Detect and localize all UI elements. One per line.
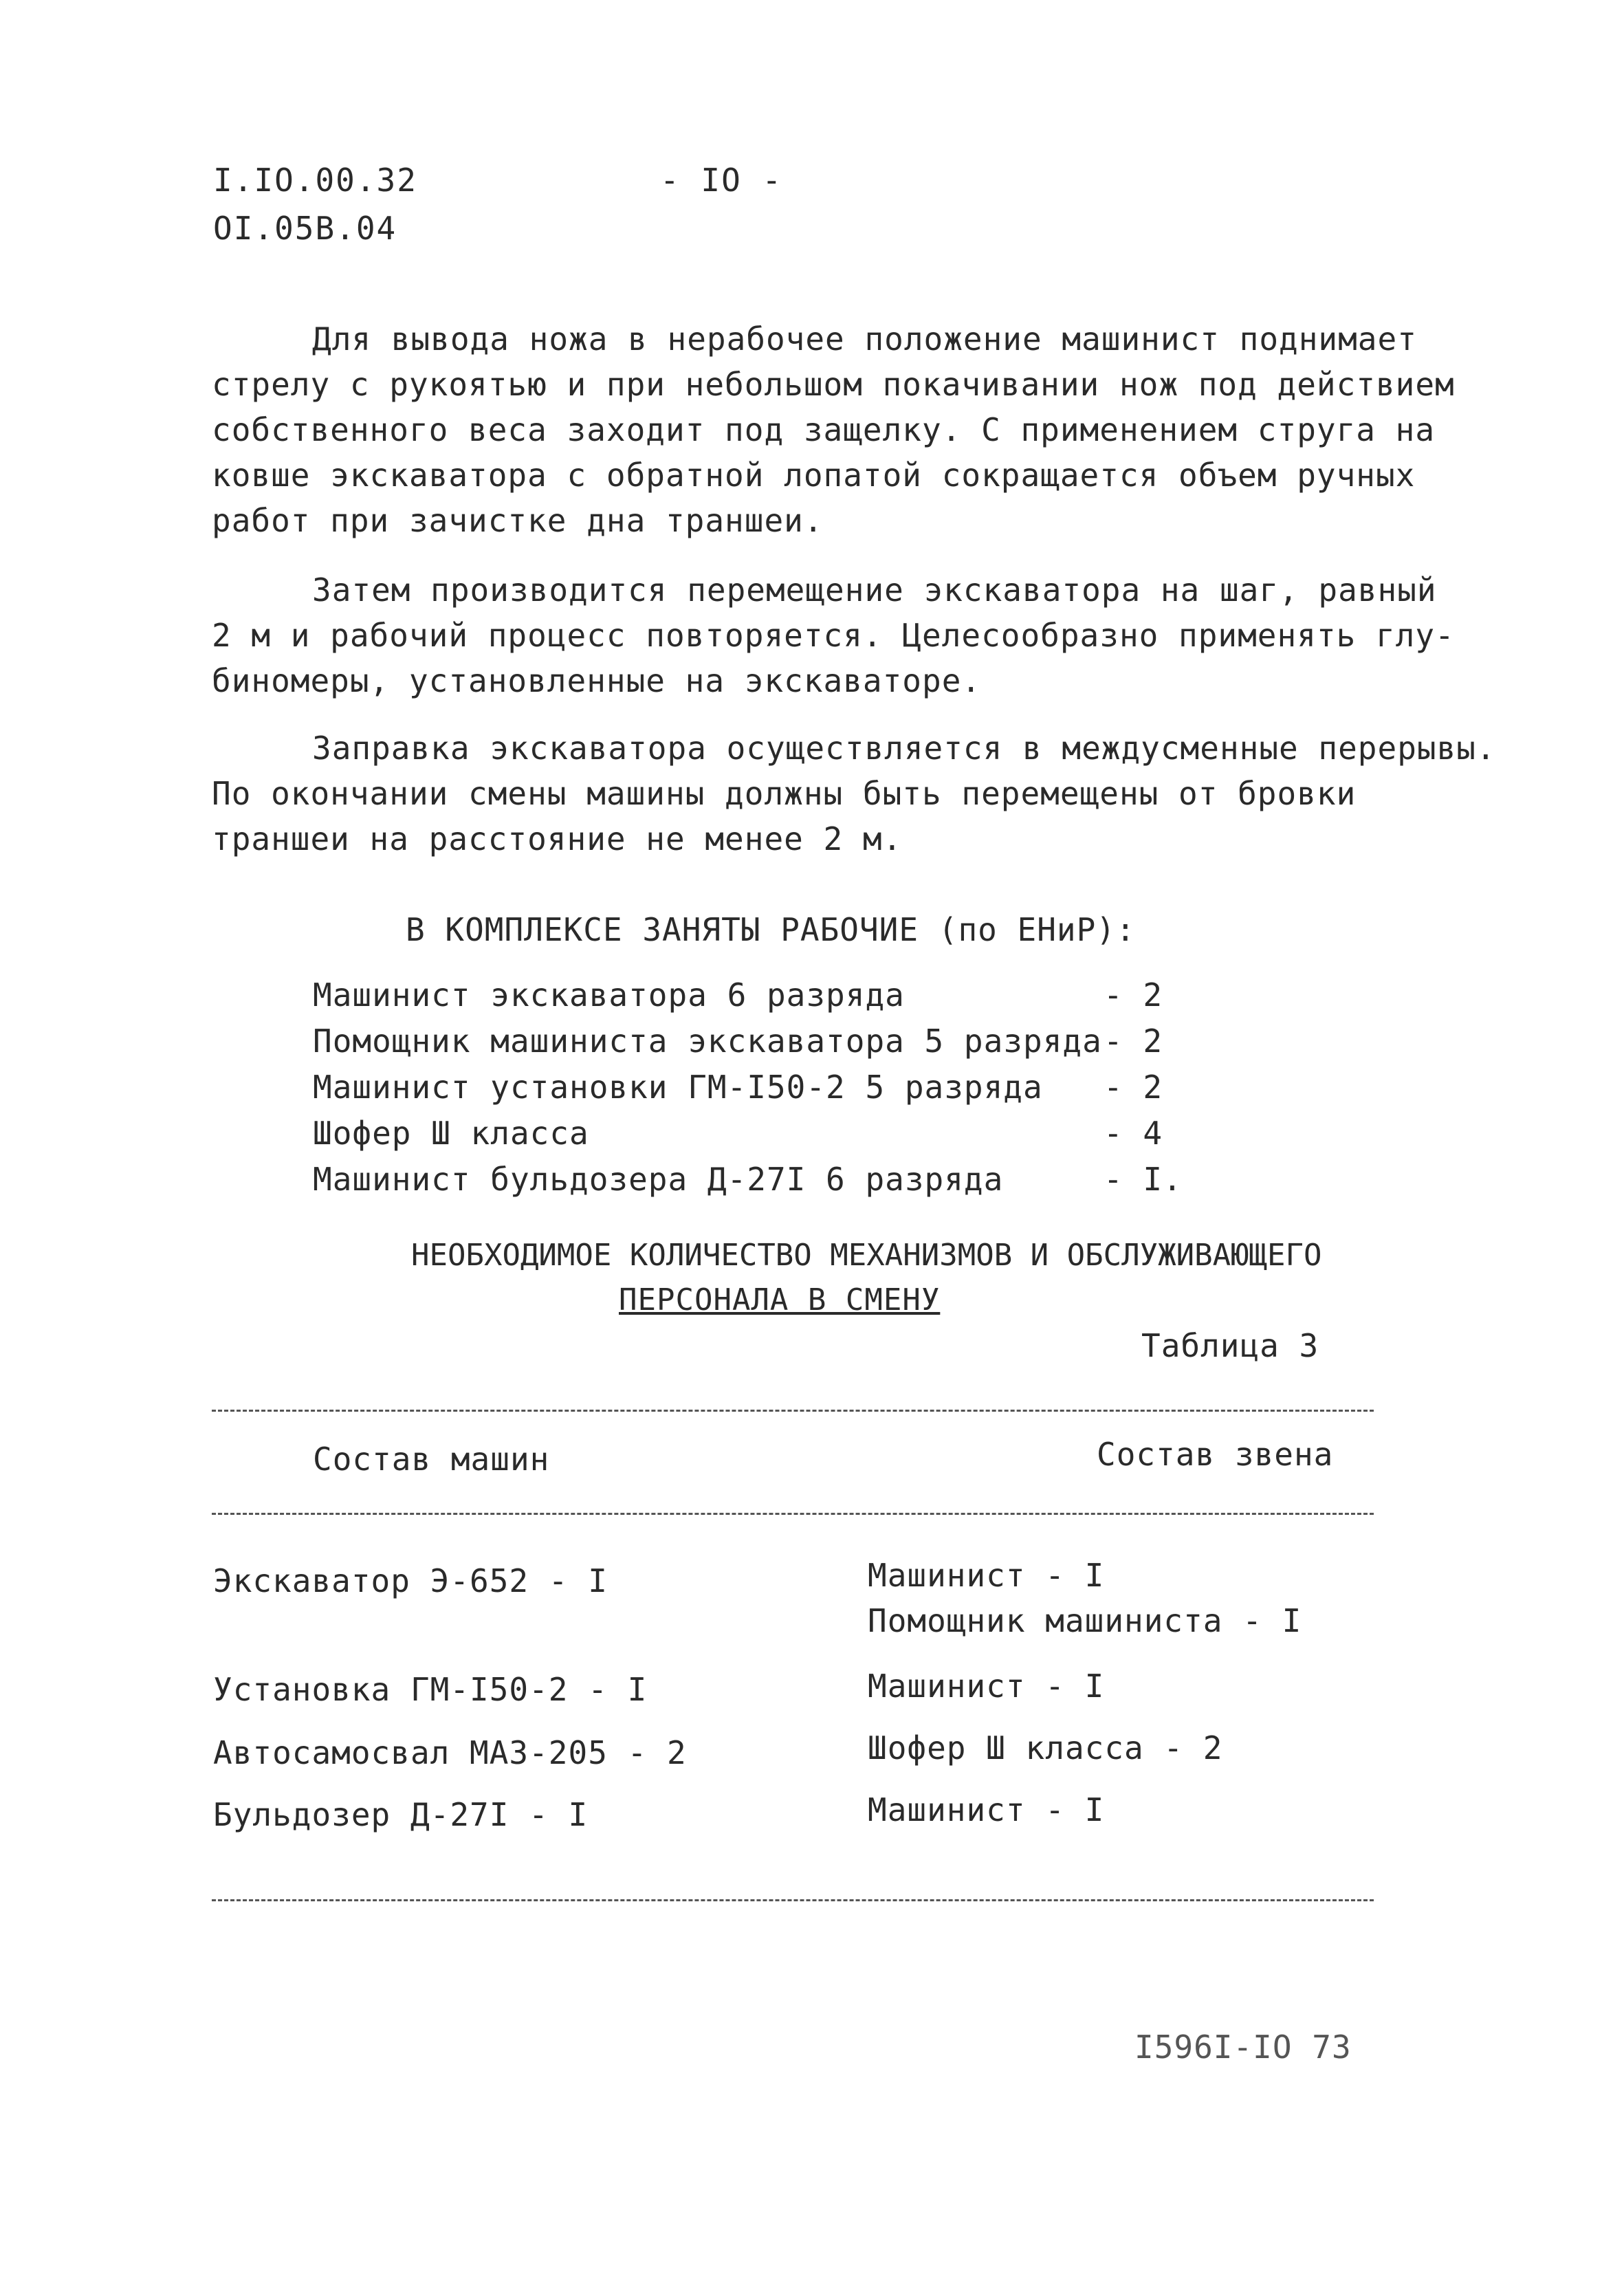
column-header-crew: Состав звена bbox=[1097, 1436, 1334, 1473]
paragraph-2 bbox=[212, 567, 1491, 703]
worker-label: Машинист установки ГМ-I50-2 5 разряда bbox=[313, 1069, 1043, 1106]
paragraph-line: Заправка экскаватора осуществляется в междусменные перерывы. bbox=[312, 730, 1496, 767]
paragraph-line: работ при зачистке дна траншеи. bbox=[212, 502, 824, 539]
table-cell-machine: Автосамосвал МАЗ-205 - 2 bbox=[213, 1734, 687, 1771]
paragraph-1 bbox=[212, 316, 1491, 543]
table-header-rule bbox=[212, 1513, 1374, 1515]
table-cell-machine: Установка ГМ-I50-2 - I bbox=[213, 1671, 648, 1708]
worker-label: Помощник машиниста экскаватора 5 разряда bbox=[313, 1023, 1102, 1060]
worker-count: - 4 bbox=[1104, 1115, 1163, 1152]
table-label: Таблица 3 bbox=[1141, 1327, 1319, 1364]
table-cell-crew: Помощник машиниста - I bbox=[868, 1602, 1302, 1639]
paragraph-line: По окончании смены машины должны быть перемещены от бровки bbox=[212, 775, 1357, 812]
paragraph-line: собственного веса заходит под защелку. С применением струга на bbox=[212, 411, 1436, 448]
workers-heading: В КОМПЛЕКСЕ ЗАНЯТЫ РАБОЧИЕ (по ЕНиР): bbox=[406, 911, 1136, 948]
table-cell-crew: Машинист - I bbox=[868, 1668, 1105, 1705]
column-header-machines: Состав машин bbox=[313, 1441, 550, 1478]
worker-label: Машинист бульдозера Д-27I 6 разряда bbox=[313, 1161, 1004, 1198]
paragraph-3 bbox=[212, 725, 1496, 862]
worker-count: - 2 bbox=[1104, 976, 1163, 1014]
paragraph-line: 2 м и рабочий процесс повторяется. Целесообразно применять глу- bbox=[212, 617, 1455, 654]
table-title-line1: НЕОБХОДИМОЕ КОЛИЧЕСТВО МЕХАНИЗМОВ И ОБСЛУЖИВАЮЩЕГО bbox=[411, 1238, 1322, 1273]
table-title-line2: ПЕРСОНАЛА В СМЕНУ bbox=[619, 1282, 941, 1318]
table-top-rule bbox=[212, 1410, 1374, 1412]
table-cell-crew: Машинист - I bbox=[868, 1557, 1105, 1594]
footer-stamp: I596I-IO 73 bbox=[1134, 2029, 1352, 2066]
table-cell-machine: Бульдозер Д-27I - I bbox=[213, 1796, 589, 1833]
table-cell-machine: Экскаватор Э-652 - I bbox=[213, 1562, 608, 1599]
paragraph-line: Затем производится перемещение экскаватора на шаг, равный bbox=[312, 571, 1437, 609]
paragraph-line: ковше экскаватора с обратной лопатой сокращается объем ручных bbox=[212, 457, 1416, 494]
table-bottom-rule bbox=[212, 1899, 1374, 1901]
table-cell-crew: Шофер Ш класса - 2 bbox=[868, 1729, 1223, 1767]
paragraph-line: Для вывода ножа в нерабочее положение машинист поднимает bbox=[312, 320, 1417, 358]
worker-label: Шофер Ш класса bbox=[313, 1115, 589, 1152]
document-code-line2: OI.05B.04 bbox=[213, 210, 397, 247]
worker-count: - 2 bbox=[1104, 1023, 1163, 1060]
table-cell-crew: Машинист - I bbox=[868, 1791, 1105, 1828]
paragraph-line: стрелу с рукоятью и при небольшом покачивании нож под действием bbox=[212, 366, 1455, 403]
document-code-line1: I.IO.00.32 bbox=[213, 162, 417, 199]
paragraph-line: траншеи на расстояние не менее 2 м. bbox=[212, 820, 903, 857]
worker-count: - I. bbox=[1104, 1161, 1183, 1198]
worker-count: - 2 bbox=[1104, 1069, 1163, 1106]
worker-label: Машинист экскаватора 6 разряда bbox=[313, 976, 905, 1014]
page-number: - IO - bbox=[660, 162, 783, 199]
paragraph-line: биномеры, установленные на экскаваторе. bbox=[212, 662, 982, 699]
